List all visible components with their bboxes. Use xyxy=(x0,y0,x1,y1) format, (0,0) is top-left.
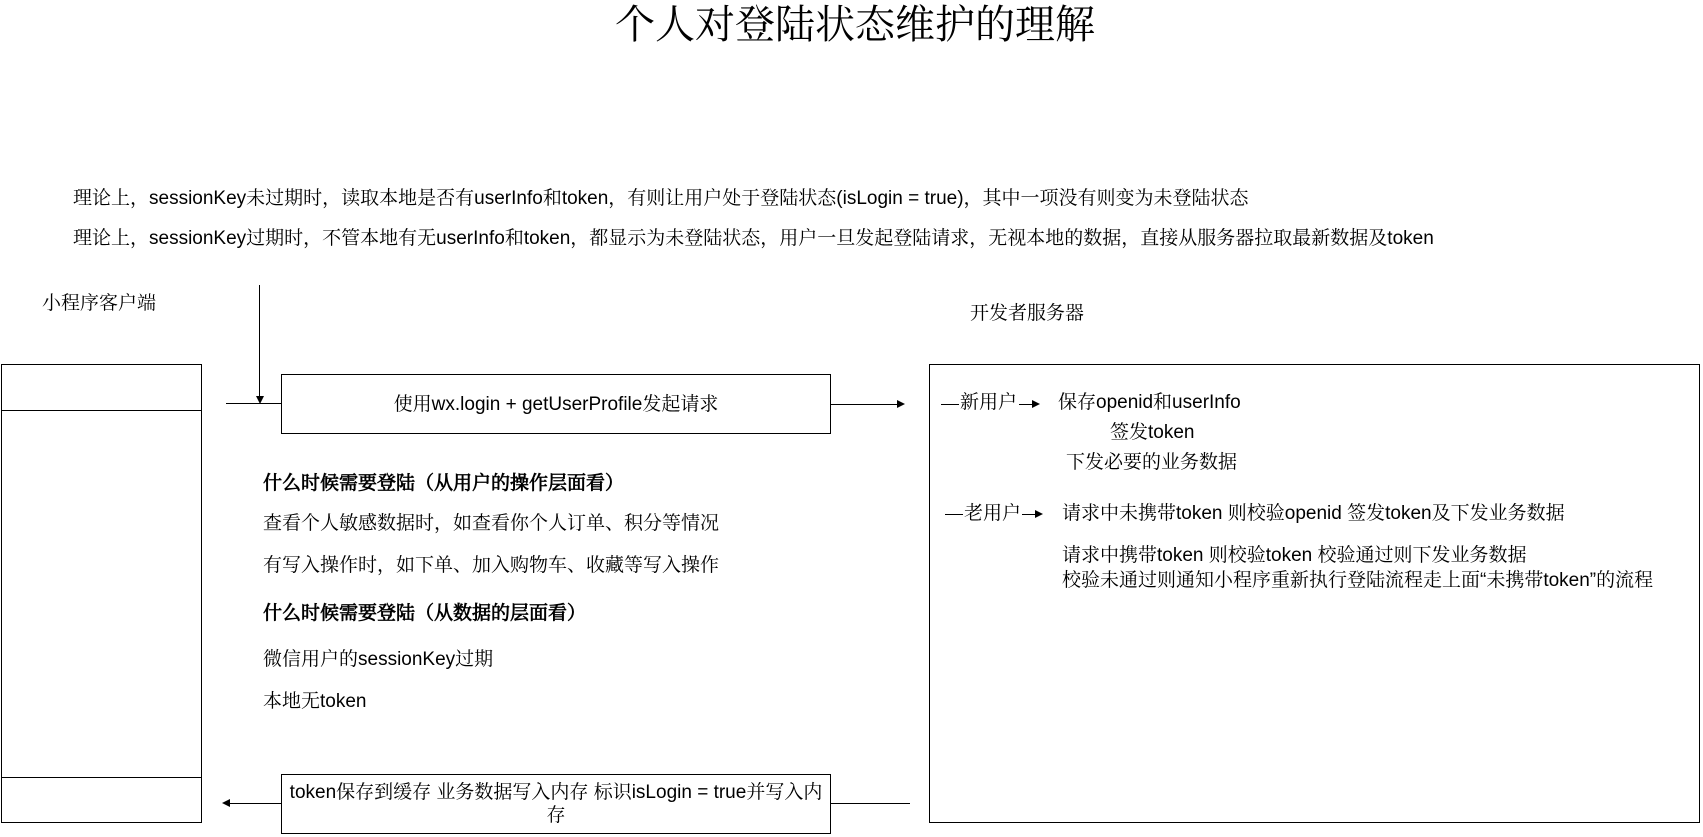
arrow-right-icon xyxy=(1032,400,1040,408)
server-box xyxy=(929,364,1700,823)
when-login-data-heading: 什么时候需要登陆（从数据的层面看） xyxy=(263,603,587,624)
new-user-line-left xyxy=(941,404,959,405)
request-feed-line xyxy=(226,403,282,404)
request-to-server-line xyxy=(830,404,898,405)
diagram-title: 个人对登陆状态维护的理解 xyxy=(615,3,1095,47)
response-to-client-line xyxy=(229,803,282,804)
new-user-step-data: 下发必要的业务数据 xyxy=(1066,452,1238,473)
request-box-text: 使用wx.login + getUserProfile发起请求 xyxy=(393,393,719,415)
response-box-text: token保存到缓存 业务数据写入内存 标识isLogin = true并写入内存 xyxy=(289,782,823,826)
server-label: 开发者服务器 xyxy=(970,303,1085,324)
when-login-data-item: 本地无token xyxy=(263,691,367,712)
arrow-left-icon xyxy=(222,799,230,807)
request-box xyxy=(281,374,831,434)
old-user-line-right xyxy=(1022,514,1036,515)
theory-line-unexpired: 理论上，sessionKey未过期时，读取本地是否有userInfo和token，有则让用户处于登陆状态(isLogin = true)，其中一项没有则变为未登陆状态 xyxy=(73,188,1249,209)
client-label: 小程序客户端 xyxy=(42,293,157,314)
when-login-user-item: 有写入操作时，如下单、加入购物车、收藏等写入操作 xyxy=(263,555,720,576)
when-login-user-heading: 什么时候需要登陆（从用户的操作层面看） xyxy=(263,473,625,494)
response-box xyxy=(281,774,831,834)
entry-arrow-line xyxy=(259,285,260,397)
when-login-data-item: 微信用户的sessionKey过期 xyxy=(263,649,494,670)
old-user-line-left xyxy=(945,514,963,515)
client-box xyxy=(1,364,202,823)
old-user-verify-failed: 校验未通过则通知小程序重新执行登陆流程走上面“未携带token”的流程 xyxy=(1062,570,1654,591)
arrow-right-icon xyxy=(1035,510,1043,518)
old-user-label: 老用户 xyxy=(964,503,1022,524)
old-user-no-token: 请求中未携带token 则校验openid 签发token及下发业务数据 xyxy=(1062,503,1565,524)
theory-line-expired: 理论上，sessionKey过期时，不管本地有无userInfo和token，都显示为未登陆状态，用户一旦发起登陆请求，无视本地的数据，直接从服务器拉取最新数据及token xyxy=(73,228,1434,249)
new-user-step-save: 保存openid和userInfo xyxy=(1058,392,1241,413)
new-user-label: 新用户 xyxy=(960,392,1018,413)
client-box-divider-top xyxy=(2,410,201,411)
new-user-line-right xyxy=(1019,404,1033,405)
arrow-right-icon xyxy=(897,400,905,408)
server-to-response-line xyxy=(830,803,910,804)
client-box-divider-bottom xyxy=(2,777,201,778)
when-login-user-item: 查看个人敏感数据时，如查看你个人订单、积分等情况 xyxy=(263,513,720,534)
old-user-with-token: 请求中携带token 则校验token 校验通过则下发业务数据 xyxy=(1062,545,1527,566)
new-user-step-token: 签发token xyxy=(1110,422,1195,443)
